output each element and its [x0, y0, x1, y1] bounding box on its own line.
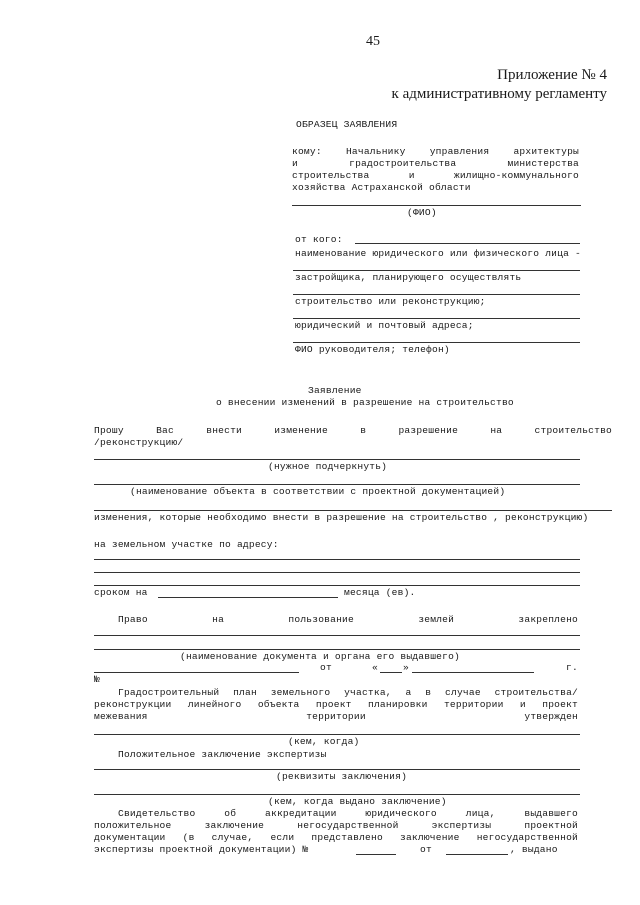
cert-line-4-b: от: [420, 844, 432, 855]
month-fill: [412, 672, 534, 673]
from-label: от: [320, 662, 332, 673]
cert-date-fill: [446, 854, 508, 855]
day-fill: [380, 672, 402, 673]
changes-hint: изменения, которые необходимо внести в разрешение на строительство , реконструкцию): [94, 512, 589, 523]
quote-close: »: [403, 662, 409, 673]
address-fill-3: [94, 585, 580, 586]
sender-hint-1: наименование юридического или физического лица -: [295, 248, 581, 259]
request-fill: [94, 459, 580, 460]
gpzu-fill: [94, 734, 580, 735]
term-suffix: месяца (ев).: [344, 587, 416, 598]
quote-open: «: [372, 662, 378, 673]
sender-hint-2: застройщика, планирующего осуществлять: [295, 272, 522, 283]
issued-hint: (кем, когда выдано заключение): [268, 796, 447, 807]
cert-line-4-c: , выдано: [510, 844, 558, 855]
sender-label: от кого:: [295, 234, 343, 245]
underline-hint: (нужное подчеркнуть): [268, 461, 388, 472]
number-label: №: [94, 674, 100, 685]
sender-line: [355, 243, 580, 244]
gpzu-line-2: реконструкции линейного объекта проект планировки территории и проект: [94, 699, 578, 710]
address-fill-1: [94, 559, 580, 560]
cert-line-3: документации (в случае, если представлено заключение негосударственной: [94, 832, 578, 843]
expertise-label: Положительное заключение экспертизы: [118, 749, 327, 760]
changes-fill: [94, 510, 612, 511]
land-right-label: Право на пользование землей закреплено: [118, 614, 578, 625]
sender-fill-1: [293, 270, 580, 271]
plot-address-label: на земельном участке по адресу:: [94, 539, 279, 550]
cert-line-1: Свидетельство об аккредитации юридического лица, выдавшего: [118, 808, 578, 819]
address-fill-2: [94, 572, 580, 573]
addressee-line-4: хозяйства Астраханской области: [292, 182, 471, 193]
who-when-hint: (кем, когда): [288, 736, 360, 747]
sender-fill-3: [293, 318, 580, 319]
issued-fill: [94, 794, 580, 795]
term-prefix: сроком на: [94, 587, 148, 598]
cert-number-fill: [356, 854, 396, 855]
doc-hint: (наименование документа и органа его выдавшего): [180, 651, 460, 662]
request-line-2: /реконструкцию/: [94, 437, 184, 448]
request-line-1: Прошу Вас внести изменение в разрешение на строительство: [94, 425, 612, 436]
cert-line-2: положительное заключение негосударственной экспертизы проектной: [94, 820, 578, 831]
expertise-fill: [94, 769, 580, 770]
appendix-subtitle: к административному регламенту: [391, 86, 607, 102]
fio-caption: (ФИО): [407, 207, 437, 218]
appendix-title: Приложение № 4: [497, 67, 607, 83]
land-fill-1: [94, 635, 580, 636]
sender-hint-3: строительство или реконструкцию;: [295, 296, 486, 307]
document-subtitle: о внесении изменений в разрешение на строительство: [216, 397, 514, 408]
sender-fill-2: [293, 294, 580, 295]
sample-label: ОБРАЗЕЦ ЗАЯВЛЕНИЯ: [296, 119, 398, 130]
sender-hint-5: ФИО руководителя; телефон): [295, 344, 450, 355]
sender-hint-4: юридический и почтовый адреса;: [295, 320, 474, 331]
fio-line: [292, 205, 581, 206]
sender-fill-4: [293, 342, 580, 343]
cert-line-4-a: экспертизы проектной документации) №: [94, 844, 309, 855]
object-hint: (наименование объекта в соответствии с проектной документацией): [130, 486, 506, 497]
document-title: Заявление: [308, 385, 362, 396]
object-fill: [94, 484, 580, 485]
addressee-line-1: кому: Начальнику управления архитектуры: [292, 146, 579, 157]
year-label: г.: [566, 662, 578, 673]
addressee-line-2: и градостроительства министерства: [292, 158, 579, 169]
gpzu-line-1: Градостроительный план земельного участка, а в случае строительства/: [118, 687, 578, 698]
doc-fill: [94, 672, 299, 673]
land-fill-2: [94, 649, 580, 650]
term-fill: [158, 597, 338, 598]
addressee-line-3: строительства и жилищно-коммунального: [292, 170, 579, 181]
gpzu-line-3: межевания территории утвержден: [94, 711, 578, 722]
requisites-hint: (реквизиты заключения): [276, 771, 408, 782]
page-number: 45: [366, 34, 380, 49]
